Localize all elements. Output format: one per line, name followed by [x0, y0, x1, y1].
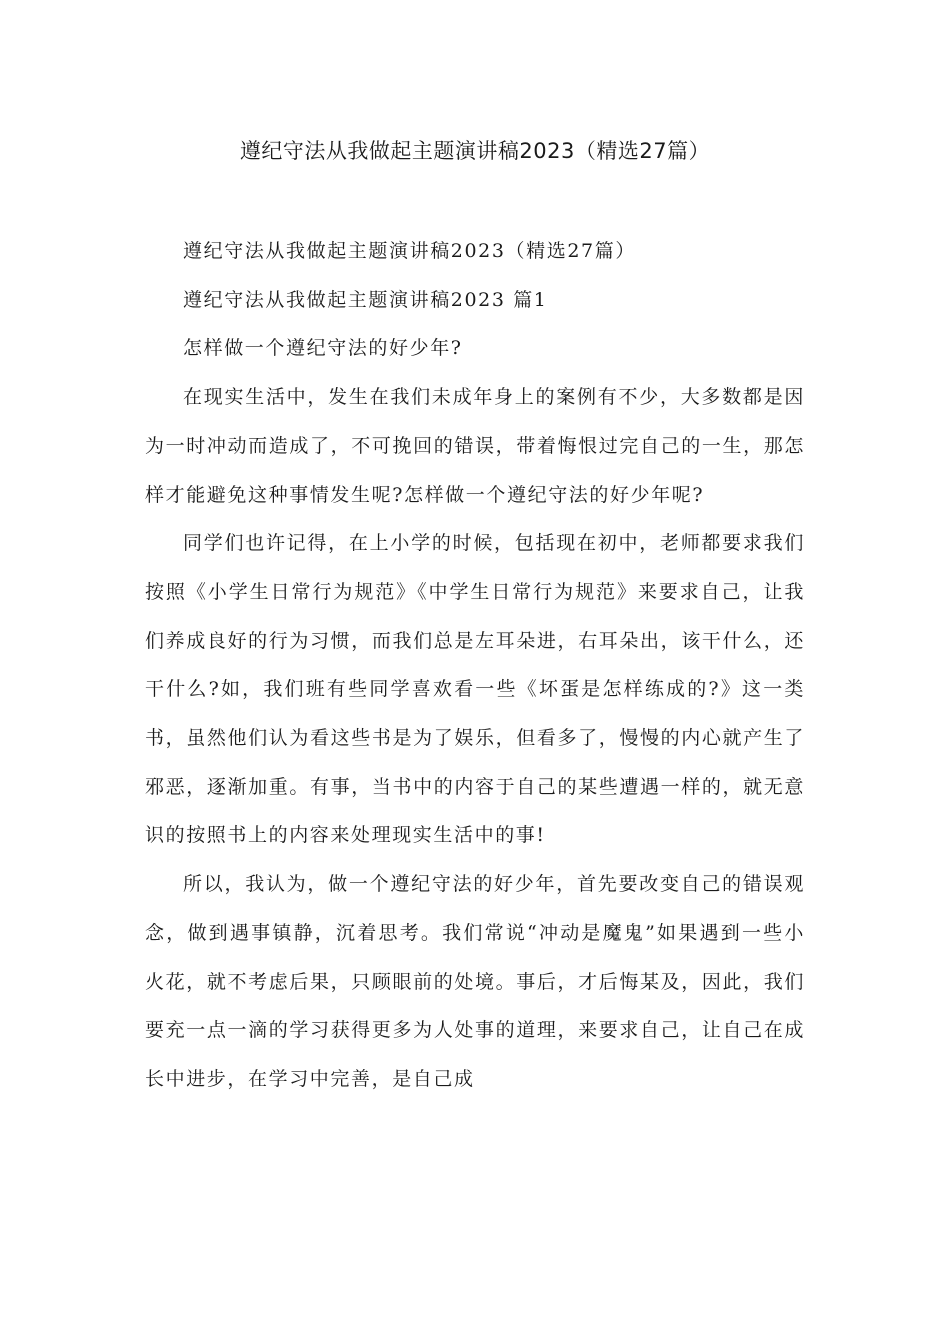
- paragraph-question: 怎样做一个遵纪守法的好少年?: [183, 337, 463, 360]
- paragraph-body: 同学们也许记得，在上小学的时候，包括现在初中，老师都要求我们按照《小学生日常行为规范》《中学生日常行为规范》来要求自己，让我们养成良好的行为习惯，而我们总是左耳朵进，右耳朵出，该干什么，还干什么?如，我们班有些同学喜欢看一些《坏蛋是怎样练成的?》这一类书，虽然他们认为看这些书是为了娱乐，但看多了，慢慢的内心就产生了邪恶，逐渐加重。有事，当书中的内容于自己的某些遭遇一样的，就无意识的按照书上的内容来处理现实生活中的事!: [145, 532, 805, 847]
- document-title: 遵纪守法从我做起主题演讲稿2023（精选27篇）: [239, 139, 711, 163]
- paragraph-body: 所以，我认为，做一个遵纪守法的好少年，首先要改变自己的错误观念，做到遇事镇静，沉着思考。我们常说“冲动是魔鬼”如果遇到一些小火花，就不考虑后果，只顾眼前的处境。事后，才后悔某及，因此，我们要充一点一滴的学习获得更多为人处事的道理，来要求自己，让自己在成长中进步，在学习中完善，是自己成: [145, 873, 805, 1090]
- paragraph-section-heading: 遵纪守法从我做起主题演讲稿2023 篇1: [183, 288, 548, 311]
- document-body: [145, 227, 805, 1104]
- paragraph-subtitle: 遵纪守法从我做起主题演讲稿2023（精选27篇）: [183, 240, 636, 262]
- paragraph-body: 在现实生活中，发生在我们未成年身上的案例有不少，大多数都是因为一时冲动而造成了，不可挽回的错误，带着悔恨过完自己的一生，那怎样才能避免这种事情发生呢?怎样做一个遵纪守法的好少年呢?: [145, 386, 805, 506]
